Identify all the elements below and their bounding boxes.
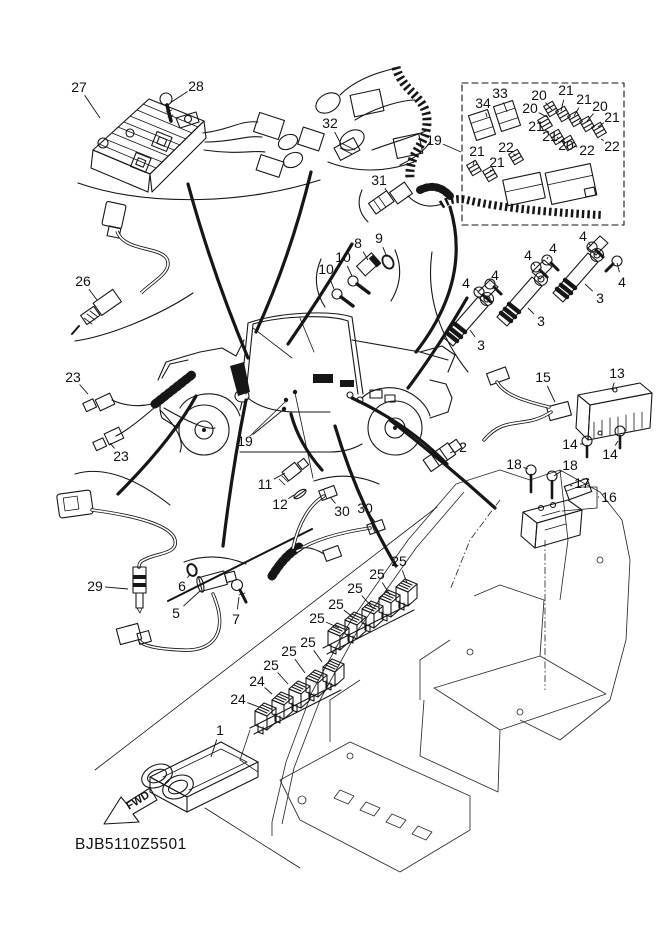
part-callout-31: 31: [371, 172, 387, 188]
callout-leader-7: [237, 597, 239, 609]
callout-leader-12: [288, 495, 294, 499]
part-callout-20: 20: [558, 137, 574, 153]
callout-leader-32: [335, 132, 341, 144]
part-callout-25: 25: [281, 643, 297, 659]
harness-23-drawing: [83, 374, 215, 452]
part-callout-19: 19: [237, 433, 253, 449]
callout-leader-25: [382, 583, 390, 596]
callout-leader-27: [85, 95, 100, 118]
part-callout-3: 3: [596, 290, 604, 306]
part-callout-23: 23: [113, 448, 129, 464]
sensor-29-drawing: [56, 471, 175, 613]
part-callout-25: 25: [391, 553, 407, 569]
part-callout-21: 21: [604, 109, 620, 125]
plug-lead-26-drawing: [72, 201, 193, 341]
callout-leader-22: [601, 139, 604, 141]
part-callout-30: 30: [334, 503, 350, 519]
callout-leader-28: [170, 92, 188, 104]
part-callout-22: 22: [604, 138, 620, 154]
part-callout-23: 23: [65, 369, 81, 385]
part-callout-21: 21: [576, 91, 592, 107]
callout-leader-1: [211, 740, 217, 758]
part-callout-6: 6: [178, 578, 186, 594]
part-callout-21: 21: [489, 154, 505, 170]
terminal-12-drawing: [293, 488, 308, 501]
part-callout-2: 2: [459, 439, 467, 455]
callout-leader-11: [274, 473, 285, 479]
part-callout-28: 28: [188, 78, 204, 94]
part-callout-19: 19: [426, 132, 442, 148]
part-callout-5: 5: [172, 605, 180, 621]
callout-leader-3: [470, 330, 475, 337]
part-callout-21: 21: [528, 118, 544, 134]
callout-leader-25: [278, 673, 288, 685]
part-callout-14: 14: [602, 446, 618, 462]
callout-leader-19: [443, 144, 461, 152]
callout-leader-25: [314, 650, 322, 662]
callout-leader-4: [533, 263, 535, 266]
part-callout-4: 4: [491, 267, 499, 283]
part-callout-1: 1: [216, 722, 224, 738]
part-callout-10: 10: [318, 261, 334, 277]
spark-plug-11-drawing: [279, 458, 309, 500]
vehicle-outline: [158, 313, 455, 478]
part-callout-25: 25: [369, 566, 385, 582]
fwd-arrow: [104, 788, 157, 824]
bracket-27-group: [78, 180, 320, 200]
part-callout-20: 20: [522, 100, 538, 116]
part-callout-26: 26: [75, 273, 91, 289]
part-callout-7: 7: [232, 611, 240, 627]
part-callout-4: 4: [462, 275, 470, 291]
callout-leader-15: [547, 386, 555, 402]
callout-leader-20: [539, 113, 547, 117]
callout-leader-24: [265, 688, 272, 695]
sensor-8-group-drawing: [316, 250, 399, 307]
part-callout-21: 21: [469, 143, 485, 159]
part-callout-18: 18: [562, 457, 578, 473]
callout-leader-3: [528, 308, 534, 314]
bolt-28-drawing: [160, 93, 173, 121]
part-callout-32: 32: [322, 115, 338, 131]
part-callout-17: 17: [574, 475, 590, 491]
part-callout-4: 4: [618, 274, 626, 290]
callout-leader-4: [547, 257, 548, 259]
part-callout-29: 29: [87, 578, 103, 594]
part-callout-21: 21: [558, 82, 574, 98]
part-callout-20: 20: [592, 98, 608, 114]
sensors-30-drawing: [272, 476, 385, 576]
sensor-2-drawing: [423, 438, 463, 472]
part-callout-24: 24: [249, 673, 265, 689]
part-callout-4: 4: [549, 240, 557, 256]
callout-leader-4: [617, 263, 620, 272]
part-callout-10: 10: [335, 249, 351, 265]
callout-leader-14: [615, 441, 618, 446]
callout-leader-29: [105, 587, 128, 589]
diagram-code: BJB5110Z5501: [75, 836, 187, 853]
part-callout-34: 34: [475, 95, 491, 111]
part-callout-33: 33: [492, 85, 508, 101]
part-callout-11: 11: [257, 476, 273, 492]
part-callout-25: 25: [300, 634, 316, 650]
fwd-label: FWD: [124, 789, 152, 813]
ecu-1-drawing: [95, 507, 437, 868]
callout-leader-10: [347, 266, 352, 276]
callout-leader-21: [561, 100, 564, 111]
part-callout-4: 4: [579, 228, 587, 244]
part-callout-25: 25: [263, 657, 279, 673]
part-callout-16: 16: [601, 489, 617, 505]
part-callout-25: 25: [328, 596, 344, 612]
relay-row-upper: [323, 579, 417, 654]
part-callout-30: 30: [357, 500, 373, 516]
part-callout-24: 24: [230, 691, 246, 707]
callout-leader-23: [80, 385, 88, 395]
part-callout-20: 20: [531, 87, 547, 103]
part-callout-18: 18: [506, 456, 522, 472]
part-callout-3: 3: [537, 313, 545, 329]
callout-leader-2: [450, 451, 454, 453]
part-callout-27: 27: [71, 79, 87, 95]
part-callout-12: 12: [272, 496, 288, 512]
part-callout-8: 8: [354, 235, 362, 251]
part-callout-22: 22: [498, 139, 514, 155]
callout-leader-24: [247, 703, 259, 707]
callout-leader-19: [253, 410, 283, 435]
cdi-harness-connectors-drawing: [203, 112, 324, 177]
part-callout-9: 9: [375, 230, 383, 246]
part-callout-3: 3: [477, 337, 485, 353]
part-callout-25: 25: [309, 610, 325, 626]
part-callout-25: 25: [347, 580, 363, 596]
cdi-unit-27-drawing: [91, 99, 206, 192]
part-callout-14: 14: [562, 436, 578, 452]
callout-leader-33: [504, 102, 508, 112]
part-callout-15: 15: [535, 369, 551, 385]
callout-leader-25: [295, 659, 305, 673]
part-callout-13: 13: [609, 365, 625, 381]
part-callout-4: 4: [524, 247, 532, 263]
part-callout-21: 21: [542, 128, 558, 144]
callout-leader-26: [89, 289, 97, 300]
sensor-31-drawing: [359, 182, 450, 222]
callout-leader-34: [486, 113, 487, 117]
callout-leader-17: [570, 485, 572, 486]
part-callout-22: 22: [579, 142, 595, 158]
callout-leader-3: [585, 284, 593, 291]
